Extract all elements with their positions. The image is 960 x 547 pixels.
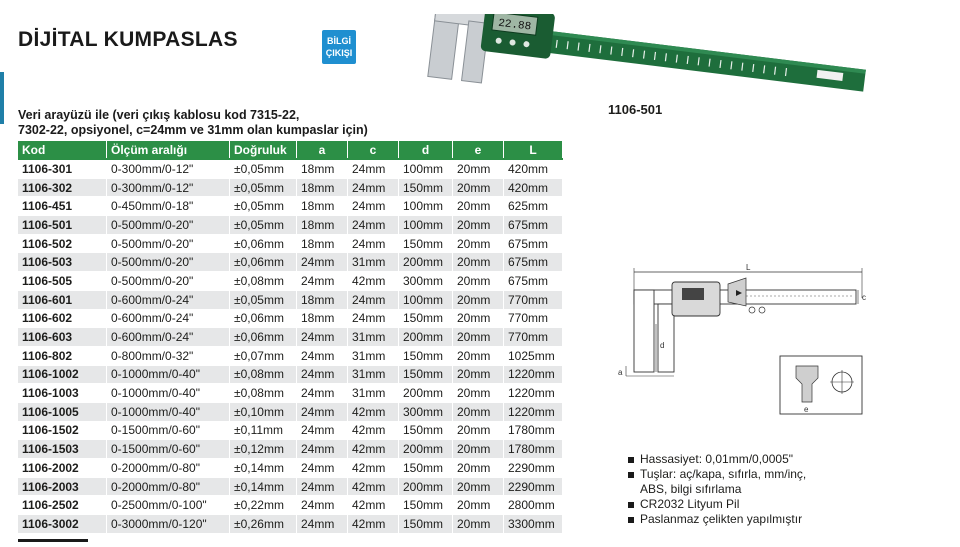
cell-a: 18mm [297, 159, 348, 178]
col-header-e: e [453, 141, 504, 159]
cell-olc: 0-300mm/0-12" [107, 159, 230, 178]
cell-a: 18mm [297, 309, 348, 328]
cell-c: 42mm [348, 421, 399, 440]
cell-L: 1220mm [504, 365, 563, 384]
cell-kod: 1106-1002 [18, 365, 107, 384]
cell-olc: 0-500mm/0-20" [107, 234, 230, 253]
cell-L: 1220mm [504, 402, 563, 421]
cell-d: 200mm [399, 384, 453, 403]
cell-d: 150mm [399, 234, 453, 253]
cell-e: 20mm [453, 159, 504, 178]
table-row [18, 178, 563, 197]
cell-L: 2800mm [504, 496, 563, 515]
cell-c: 42mm [348, 496, 399, 515]
cell-dog: ±0,08mm [230, 365, 297, 384]
cell-c: 24mm [348, 216, 399, 235]
cell-a: 24mm [297, 328, 348, 347]
cell-kod: 1106-2502 [18, 496, 107, 515]
col-header-olcum-araligi: Ölçüm aralığı [107, 141, 230, 159]
table-row [18, 515, 563, 534]
cell-dog: ±0,06mm [230, 328, 297, 347]
dim-label-d: d [660, 341, 665, 350]
table-row [18, 216, 563, 235]
feature-text-continued: ABS, bilgi sıfırlama [640, 482, 742, 496]
cell-L: 675mm [504, 216, 563, 235]
cell-d: 150mm [399, 421, 453, 440]
feature-text: CR2032 Lityum Pil [640, 497, 740, 511]
cell-a: 24mm [297, 496, 348, 515]
cell-olc: 0-2000mm/0-80" [107, 477, 230, 496]
cell-e: 20mm [453, 496, 504, 515]
cell-e: 20mm [453, 365, 504, 384]
cell-L: 770mm [504, 309, 563, 328]
cell-L: 420mm [504, 159, 563, 178]
cell-e: 20mm [453, 459, 504, 478]
cell-kod: 1106-301 [18, 159, 107, 178]
dim-label-e: e [804, 405, 809, 414]
cell-kod: 1106-1502 [18, 421, 107, 440]
cell-dog: ±0,12mm [230, 440, 297, 459]
cell-olc: 0-2500mm/0-100" [107, 496, 230, 515]
cell-a: 24mm [297, 346, 348, 365]
cell-L: 675mm [504, 253, 563, 272]
table-row [18, 477, 563, 496]
cell-e: 20mm [453, 272, 504, 291]
cell-a: 24mm [297, 459, 348, 478]
table-row [18, 459, 563, 478]
cell-dog: ±0,05mm [230, 197, 297, 216]
cell-dog: ±0,14mm [230, 459, 297, 478]
table-row [18, 440, 563, 459]
cell-e: 20mm [453, 197, 504, 216]
cell-dog: ±0,10mm [230, 402, 297, 421]
description-line-2: 7302-22, opsiyonel, c=24mm ve 31mm olan kumpaslar için) [18, 123, 368, 137]
cell-c: 42mm [348, 515, 399, 534]
cell-a: 24mm [297, 421, 348, 440]
cell-d: 200mm [399, 477, 453, 496]
cell-olc: 0-500mm/0-20" [107, 272, 230, 291]
cell-olc: 0-1000mm/0-40" [107, 384, 230, 403]
cell-d: 150mm [399, 178, 453, 197]
cell-d: 100mm [399, 197, 453, 216]
table-row [18, 365, 563, 384]
cell-c: 31mm [348, 346, 399, 365]
cell-dog: ±0,05mm [230, 216, 297, 235]
col-header-c: c [348, 141, 399, 159]
cell-c: 24mm [348, 178, 399, 197]
cell-L: 625mm [504, 197, 563, 216]
cell-L: 2290mm [504, 459, 563, 478]
specification-table [18, 141, 563, 534]
feature-item [628, 497, 806, 512]
dim-label-L: L [746, 263, 751, 272]
cell-a: 24mm [297, 384, 348, 403]
cell-olc: 0-1000mm/0-40" [107, 365, 230, 384]
cell-e: 20mm [453, 309, 504, 328]
feature-item [628, 512, 806, 527]
cell-kod: 1106-451 [18, 197, 107, 216]
cell-dog: ±0,05mm [230, 159, 297, 178]
caliper-product-photo [425, 14, 870, 114]
cell-olc: 0-1500mm/0-60" [107, 440, 230, 459]
cell-c: 24mm [348, 159, 399, 178]
cell-c: 31mm [348, 253, 399, 272]
cell-dog: ±0,08mm [230, 384, 297, 403]
cell-olc: 0-600mm/0-24" [107, 328, 230, 347]
cell-e: 20mm [453, 328, 504, 347]
cell-olc: 0-1000mm/0-40" [107, 402, 230, 421]
cell-kod: 1106-505 [18, 272, 107, 291]
cell-c: 24mm [348, 309, 399, 328]
cell-a: 18mm [297, 197, 348, 216]
cell-a: 24mm [297, 365, 348, 384]
col-header-dogruluk: Doğruluk [230, 141, 297, 159]
cell-d: 150mm [399, 496, 453, 515]
feature-text: Tuşlar: aç/kapa, sıfırla, mm/inç, [640, 467, 807, 481]
cell-kod: 1106-503 [18, 253, 107, 272]
cell-L: 675mm [504, 234, 563, 253]
cell-d: 300mm [399, 402, 453, 421]
cell-kod: 1106-2002 [18, 459, 107, 478]
data-output-badge [322, 30, 356, 64]
col-header-kod: Kod [18, 141, 107, 159]
table-row [18, 253, 563, 272]
cell-dog: ±0,08mm [230, 272, 297, 291]
table-row [18, 402, 563, 421]
cell-kod: 1106-802 [18, 346, 107, 365]
table-row [18, 159, 563, 178]
cell-olc: 0-450mm/0-18" [107, 197, 230, 216]
cell-d: 150mm [399, 365, 453, 384]
dim-label-a: a [618, 368, 623, 377]
cell-kod: 1106-602 [18, 309, 107, 328]
cell-c: 42mm [348, 402, 399, 421]
cell-olc: 0-800mm/0-32" [107, 346, 230, 365]
cell-c: 24mm [348, 290, 399, 309]
cell-kod: 1106-502 [18, 234, 107, 253]
table-description [18, 108, 368, 138]
cell-L: 1220mm [504, 384, 563, 403]
cell-dog: ±0,06mm [230, 309, 297, 328]
table-row [18, 496, 563, 515]
cell-a: 24mm [297, 402, 348, 421]
cell-c: 31mm [348, 384, 399, 403]
cell-dog: ±0,06mm [230, 253, 297, 272]
table-row [18, 272, 563, 291]
cell-e: 20mm [453, 346, 504, 365]
cell-kod: 1106-601 [18, 290, 107, 309]
cell-dog: ±0,05mm [230, 290, 297, 309]
table-header-row [18, 141, 563, 159]
cell-kod: 1106-1503 [18, 440, 107, 459]
cell-dog: ±0,11mm [230, 421, 297, 440]
cell-d: 100mm [399, 159, 453, 178]
cell-L: 675mm [504, 272, 563, 291]
caliper-display-reading: 22.88 [497, 17, 532, 34]
cell-L: 420mm [504, 178, 563, 197]
cell-d: 200mm [399, 253, 453, 272]
cell-dog: ±0,05mm [230, 178, 297, 197]
cell-d: 100mm [399, 216, 453, 235]
feature-list [628, 452, 806, 527]
cell-kod: 1106-501 [18, 216, 107, 235]
table-row [18, 421, 563, 440]
col-header-d: d [399, 141, 453, 159]
cell-d: 100mm [399, 290, 453, 309]
dim-label-c: c [862, 293, 866, 302]
cell-a: 24mm [297, 440, 348, 459]
cell-c: 24mm [348, 234, 399, 253]
table-row [18, 384, 563, 403]
cell-e: 20mm [453, 216, 504, 235]
cell-e: 20mm [453, 384, 504, 403]
cell-a: 24mm [297, 515, 348, 534]
cell-c: 42mm [348, 440, 399, 459]
table-row [18, 328, 563, 347]
feature-item [628, 452, 806, 467]
page-title: DİJİTAL KUMPASLAS [18, 28, 238, 51]
cell-c: 42mm [348, 272, 399, 291]
cell-dog: ±0,26mm [230, 515, 297, 534]
cell-a: 24mm [297, 253, 348, 272]
cell-L: 770mm [504, 290, 563, 309]
cell-L: 1780mm [504, 440, 563, 459]
cell-e: 20mm [453, 253, 504, 272]
cell-c: 31mm [348, 328, 399, 347]
cell-a: 18mm [297, 216, 348, 235]
cell-L: 770mm [504, 328, 563, 347]
cell-kod: 1106-2003 [18, 477, 107, 496]
cell-olc: 0-600mm/0-24" [107, 309, 230, 328]
cell-olc: 0-600mm/0-24" [107, 290, 230, 309]
cell-kod: 1106-3002 [18, 515, 107, 534]
cell-a: 24mm [297, 272, 348, 291]
cell-d: 150mm [399, 459, 453, 478]
cell-e: 20mm [453, 290, 504, 309]
cell-c: 42mm [348, 477, 399, 496]
col-header-L: L [504, 141, 563, 159]
cell-e: 20mm [453, 440, 504, 459]
cell-e: 20mm [453, 178, 504, 197]
col-header-a: a [297, 141, 348, 159]
cell-a: 18mm [297, 234, 348, 253]
cell-d: 150mm [399, 309, 453, 328]
badge-line-2: ÇIKIŞI [325, 48, 353, 58]
left-edge-accent [0, 72, 4, 124]
cell-e: 20mm [453, 515, 504, 534]
cell-d: 150mm [399, 515, 453, 534]
cell-olc: 0-1500mm/0-60" [107, 421, 230, 440]
cell-d: 200mm [399, 328, 453, 347]
cell-c: 31mm [348, 365, 399, 384]
table-row [18, 234, 563, 253]
cell-L: 1025mm [504, 346, 563, 365]
cell-kod: 1106-302 [18, 178, 107, 197]
cell-dog: ±0,06mm [230, 234, 297, 253]
cell-olc: 0-3000mm/0-120" [107, 515, 230, 534]
cell-L: 3300mm [504, 515, 563, 534]
badge-line-1: BİLGİ [327, 36, 351, 46]
cell-dog: ±0,22mm [230, 496, 297, 515]
cell-olc: 0-2000mm/0-80" [107, 459, 230, 478]
cell-a: 24mm [297, 477, 348, 496]
table-row [18, 290, 563, 309]
cell-e: 20mm [453, 234, 504, 253]
cell-d: 300mm [399, 272, 453, 291]
cell-dog: ±0,07mm [230, 346, 297, 365]
cell-L: 2290mm [504, 477, 563, 496]
cell-d: 200mm [399, 440, 453, 459]
cell-kod: 1106-1003 [18, 384, 107, 403]
cell-e: 20mm [453, 421, 504, 440]
cell-a: 18mm [297, 290, 348, 309]
table-row [18, 309, 563, 328]
cell-a: 18mm [297, 178, 348, 197]
cell-kod: 1106-1005 [18, 402, 107, 421]
cell-c: 42mm [348, 459, 399, 478]
table-row [18, 197, 563, 216]
table-row [18, 346, 563, 365]
feature-item [628, 467, 806, 497]
product-model-label: 1106-501 [608, 102, 663, 117]
cell-L: 1780mm [504, 421, 563, 440]
cell-olc: 0-300mm/0-12" [107, 178, 230, 197]
caliper-dimension-drawing [612, 258, 874, 418]
cell-olc: 0-500mm/0-20" [107, 216, 230, 235]
feature-text: Hassasiyet: 0,01mm/0,0005" [640, 452, 793, 466]
cell-c: 24mm [348, 197, 399, 216]
feature-text: Paslanmaz çelikten yapılmıştır [640, 512, 803, 526]
cell-kod: 1106-603 [18, 328, 107, 347]
description-line-1: Veri arayüzü ile (veri çıkış kablosu kod 7315-22, [18, 108, 300, 122]
cell-e: 20mm [453, 402, 504, 421]
cell-e: 20mm [453, 477, 504, 496]
cell-dog: ±0,14mm [230, 477, 297, 496]
cell-olc: 0-500mm/0-20" [107, 253, 230, 272]
cell-d: 150mm [399, 346, 453, 365]
